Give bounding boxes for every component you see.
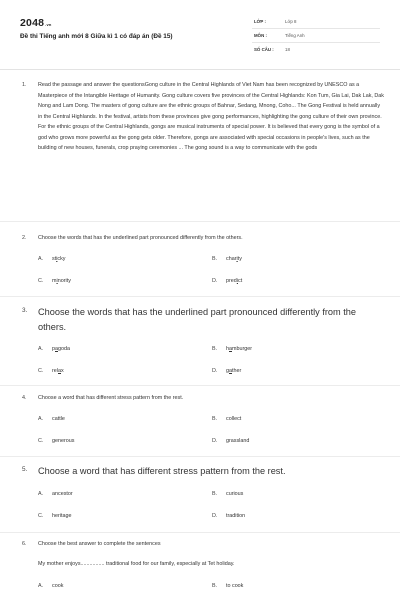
option-letter: A. [38, 491, 44, 497]
option-letter: C. [38, 438, 44, 444]
header-divider [0, 69, 400, 70]
option-letter: C. [38, 513, 44, 519]
option-letter: D. [212, 278, 218, 284]
option-letter: B. [212, 491, 218, 497]
option-text: rel [52, 368, 58, 374]
option-text: x [61, 368, 64, 374]
option-text: ancestor [52, 491, 73, 497]
option-text: nority [57, 278, 71, 284]
question-1 [22, 80, 382, 210]
option-letter: B. [212, 346, 218, 352]
option-c[interactable] [38, 438, 74, 444]
question-5 [22, 464, 382, 524]
reading-passage: Read the passage and answer the questionsGong culture in the Central Highlands of Viet Nam has been recognized by UNESCO as a Masterpiece of the Intangible Heritage of Humanity. Gong culture covers five provinces of the Central Highlands: Kon Tum, Gia Lai, Dak Lak, Dak Nong and Lam Dong. The masters of gong culture are the ethnic groups of Bahnar, Sedang, Mnong, Coho... The Gong Festival is held annually in the Central Highlands. In the festival, artists from these provinces give gong performances, highlighting the gong culture of their own province. For the ethnic groups of the Central Highlands, gongs are musical instruments of special power. It is believed that every gong is the symbol of a god who grows more powerful as the gong gets older. Therefore, gongs are associated with special occasions in people's lives, such as the building of new houses, funerals, crop praying ceremonies ... The gong sound is a way to communicate with the gods [38, 82, 384, 151]
option-a[interactable] [38, 416, 65, 422]
option-text: heritage [52, 513, 72, 519]
meta-key: LỚP : [254, 19, 266, 24]
meta-divider [252, 28, 380, 29]
underlined-part: i [56, 256, 58, 262]
option-b[interactable] [212, 583, 243, 589]
question-text: Choose a word that has different stress pattern from the rest. [38, 466, 286, 476]
option-c[interactable] [38, 513, 71, 519]
option-text: m [52, 278, 57, 284]
option-letter: B. [212, 583, 218, 589]
question-number: 1. [22, 82, 27, 88]
question-number: 5. [22, 466, 28, 473]
site-logo[interactable] [20, 17, 52, 29]
meta-divider [252, 42, 380, 43]
question-text: Choose the best answer to complete the sentences [38, 541, 161, 547]
option-letter: D. [212, 513, 218, 519]
option-text: ty [237, 256, 242, 262]
option-a[interactable] [38, 256, 66, 262]
option-text: ther [232, 368, 242, 374]
option-d[interactable] [212, 438, 249, 444]
option-d[interactable] [212, 513, 245, 519]
option-text: grassland [226, 438, 250, 444]
option-d[interactable] [212, 278, 242, 284]
meta-value: Lớp 8 [285, 19, 297, 24]
option-letter: D. [212, 368, 218, 374]
question-divider [0, 221, 400, 222]
option-text: mburger [232, 346, 253, 352]
underlined-part: a [229, 346, 232, 352]
question-sentence: My mother enjoys................ traditional food for our family, especially at Tet holiday. [38, 561, 235, 567]
option-letter: B. [212, 256, 218, 262]
option-text: cook [52, 583, 64, 589]
option-letter: A. [38, 416, 44, 422]
option-text: curious [226, 491, 244, 497]
meta-key: MÔN : [254, 33, 267, 38]
question-divider [0, 296, 400, 297]
page-header [0, 0, 400, 62]
option-letter: A. [38, 256, 44, 262]
underlined-part: a [55, 346, 58, 352]
option-text: char [226, 256, 237, 262]
option-text: pred [226, 278, 237, 284]
question-number: 3. [22, 307, 28, 314]
option-text: p [52, 346, 55, 352]
meta-value: Tiếng Anh [285, 33, 305, 38]
logo-sub: .vn [45, 22, 52, 27]
option-b[interactable] [212, 491, 243, 497]
option-b[interactable] [212, 256, 242, 262]
option-c[interactable] [38, 278, 71, 284]
option-text: cattle [52, 416, 65, 422]
underlined-part: i [56, 278, 58, 284]
question-4 [22, 393, 382, 453]
question-number: 4. [22, 395, 27, 401]
question-text: Choose the words that has the underlined part pronounced differently from the others. [38, 235, 243, 241]
option-b[interactable] [212, 346, 252, 352]
question-number: 2. [22, 235, 27, 241]
option-letter: D. [212, 438, 218, 444]
underlined-part: i [236, 278, 238, 284]
meta-value: 18 [285, 47, 290, 52]
option-text: collect [226, 416, 242, 422]
option-b[interactable] [212, 416, 241, 422]
question-3 [22, 305, 378, 381]
meta-key: SỐ CÂU : [254, 47, 274, 52]
option-letter: A. [38, 346, 44, 352]
option-text: generous [52, 438, 75, 444]
underlined-part: a [229, 368, 232, 374]
option-text: st [52, 256, 57, 262]
question-2 [22, 233, 382, 293]
underlined-part: i [236, 256, 238, 262]
option-letter: C. [38, 278, 44, 284]
option-letter: B. [212, 416, 218, 422]
option-a[interactable] [38, 491, 73, 497]
option-text: cky [57, 256, 66, 262]
question-6 [22, 539, 382, 599]
option-c[interactable] [38, 368, 64, 374]
option-a[interactable] [38, 583, 63, 589]
option-text: g [226, 368, 229, 374]
option-letter: A. [38, 583, 44, 589]
question-divider [0, 456, 400, 457]
underlined-part: a [58, 368, 61, 374]
option-letter: C. [38, 368, 44, 374]
question-number: 6. [22, 541, 27, 547]
question-text: Choose a word that has different stress pattern from the rest. [38, 395, 184, 401]
option-text: ct [238, 278, 243, 284]
option-text: h [226, 346, 229, 352]
question-divider [0, 532, 400, 533]
option-text: tradition [226, 513, 246, 519]
option-a[interactable] [38, 346, 70, 352]
option-text: to cook [226, 583, 244, 589]
logo-main: 2048 [20, 17, 45, 29]
option-text: goda [58, 346, 70, 352]
question-divider [0, 385, 400, 386]
document-title: Đề thi Tiếng anh mới 8 Giữa kì 1 có đáp án (Đề 15) [20, 33, 173, 40]
option-d[interactable] [212, 368, 241, 374]
question-text: Choose the words that has the underlined part pronounced differently from the others. [38, 307, 357, 332]
